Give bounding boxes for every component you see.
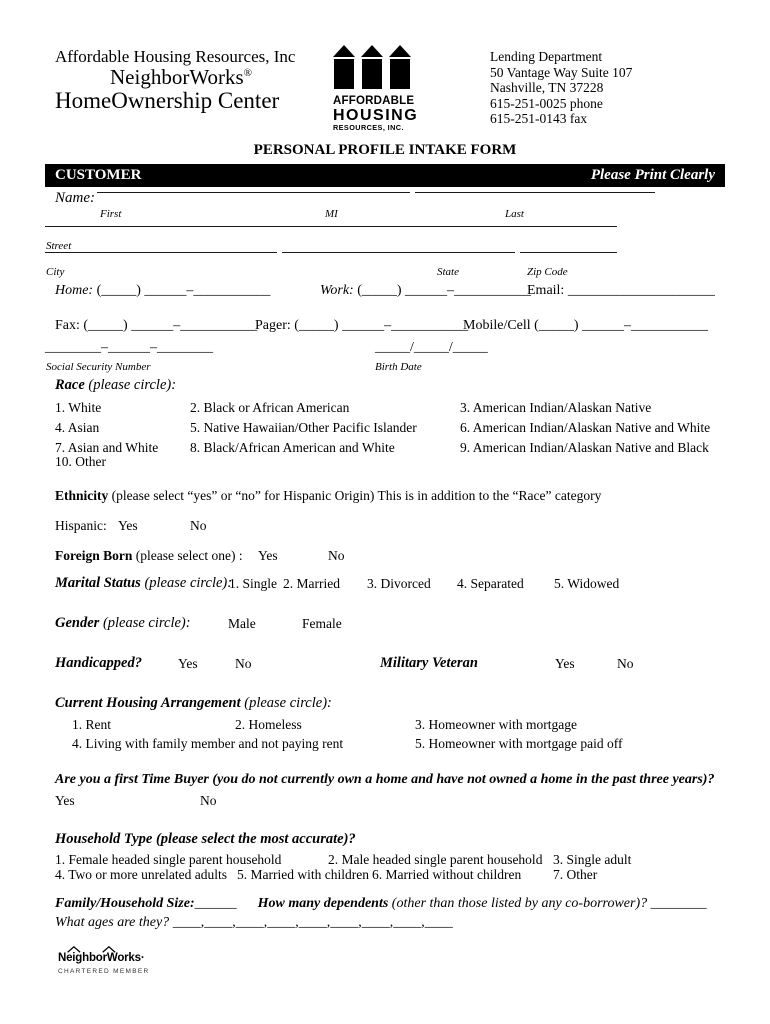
foreign-born-no-option[interactable]: No	[328, 548, 345, 563]
race-option-6[interactable]: 6. American Indian/Alaskan Native and White	[460, 420, 711, 435]
neighborworks-chartered-logo	[58, 946, 149, 975]
state-field[interactable]	[282, 252, 515, 253]
name-sub-first: First	[100, 208, 122, 220]
name-sub-mi: MI	[325, 208, 338, 220]
family-size-label: Family/Household Size:	[55, 896, 195, 911]
family-size-field[interactable]: ______	[194, 896, 237, 911]
org-brand: NeighborWorks®	[110, 65, 252, 90]
race-option-5[interactable]: 5. Native Hawaiian/Other Pacific Islander	[190, 420, 417, 435]
housing-option-mortgage[interactable]: 3. Homeowner with mortgage	[415, 717, 577, 732]
gender-heading: Gender	[55, 615, 100, 631]
organization-block	[55, 48, 307, 114]
foreign-born-heading: Foreign Born	[55, 548, 133, 563]
household-option-3[interactable]: 3. Single adult	[553, 852, 632, 867]
gender-male-option[interactable]: Male	[228, 616, 256, 631]
household-option-2[interactable]: 2. Male headed single parent household	[328, 852, 543, 867]
dependents-label: How many dependents	[257, 896, 389, 911]
city-field[interactable]	[45, 252, 277, 253]
handicapped-no-option[interactable]: No	[235, 656, 252, 671]
household-type-heading: Household Type (please select the most accurate)?	[55, 831, 356, 847]
housing-option-homeless[interactable]: 2. Homeless	[235, 717, 302, 732]
street-field[interactable]	[45, 226, 617, 227]
marital-option-married[interactable]: 2. Married	[283, 576, 340, 591]
household-option-1[interactable]: 1. Female headed single parent household	[55, 852, 282, 867]
dependents-note: (other than those listed by any co-borrower)?	[391, 896, 648, 911]
marital-note: (please circle):	[144, 575, 233, 591]
first-time-buyer-question: Are you a first Time Buyer (you do not currently own a home and have not owned a home in the past three years)?	[55, 772, 715, 787]
housing-note: (please circle):	[244, 695, 332, 711]
birth-date-field[interactable]: _____/_____/_____	[375, 340, 488, 355]
race-option-8[interactable]: 8. Black/African American and White	[190, 440, 395, 455]
race-note: (please circle):	[88, 377, 177, 393]
housing-option-rent[interactable]: 1. Rent	[72, 717, 111, 732]
military-no-option[interactable]: No	[617, 656, 634, 671]
foreign-born-note: (please select one) :	[135, 548, 243, 563]
first-time-buyer-no-option[interactable]: No	[200, 793, 217, 808]
footer-brand-mark: ·	[140, 952, 145, 964]
gender-female-option[interactable]: Female	[302, 616, 342, 631]
home-phone-label: Home:	[55, 283, 94, 298]
name-first-field[interactable]	[97, 192, 410, 193]
marital-option-single[interactable]: 1. Single	[229, 576, 278, 591]
email-field[interactable]: _____________________	[567, 283, 715, 298]
ssn-sub: Social Security Number	[46, 361, 151, 373]
home-phone-field[interactable]: (_____) ______–___________	[96, 283, 271, 298]
ages-label: What ages are they?	[55, 915, 170, 930]
dependents-field[interactable]: ________	[650, 896, 707, 911]
first-time-buyer-yes-option[interactable]: Yes	[55, 793, 75, 808]
print-clearly-note: Please Print Clearly	[590, 167, 715, 183]
race-option-9[interactable]: 9. American Indian/Alaskan Native and Black	[460, 440, 709, 455]
military-yes-option[interactable]: Yes	[555, 656, 575, 671]
foreign-born-yes-option[interactable]: Yes	[258, 548, 278, 563]
race-heading: Race	[55, 377, 85, 393]
city-sub: City	[46, 266, 65, 278]
chartered-member-label: CHARTERED MEMBER	[58, 968, 150, 975]
name-last-field[interactable]	[415, 192, 655, 193]
military-veteran-heading: Military Veteran	[380, 655, 478, 671]
hispanic-label: Hispanic:	[55, 518, 107, 533]
contact-block	[490, 49, 632, 127]
org-center-name: HomeOwnership Center	[55, 88, 280, 114]
street-sub: Street	[46, 240, 72, 252]
ages-field[interactable]: ____,____,____,____,____,____,____,____,____	[172, 915, 453, 930]
contact-address: 50 Vantage Way Suite 107	[490, 64, 633, 80]
logo-text-affordable: AFFORDABLE	[333, 95, 415, 107]
ethnicity-note: (please select “yes” or “no” for Hispanic Origin) This is in addition to the “Race” category	[111, 488, 602, 503]
ethnicity-heading: Ethnicity	[55, 488, 109, 503]
org-name: Affordable Housing Resources, Inc	[55, 47, 296, 66]
fax-field[interactable]: (_____) ______–___________	[83, 318, 258, 333]
gender-note: (please circle):	[102, 615, 191, 631]
household-option-6[interactable]: 6. Married without children	[372, 867, 522, 882]
birth-date-sub: Birth Date	[375, 361, 422, 373]
pager-label: Pager:	[255, 318, 291, 333]
work-phone-label: Work:	[320, 283, 354, 298]
contact-department: Lending Department	[490, 49, 603, 64]
hispanic-no-option[interactable]: No	[190, 518, 207, 533]
race-option-7[interactable]: 7. Asian and White	[55, 440, 159, 455]
email-label: Email:	[527, 283, 565, 298]
name-label: Name:	[55, 190, 95, 206]
mobile-field[interactable]: (_____) ______–___________	[534, 318, 708, 333]
race-option-10[interactable]: 10. Other	[55, 454, 106, 469]
customer-section-bar	[45, 164, 725, 187]
mobile-label: Mobile/Cell	[463, 318, 531, 333]
marital-option-separated[interactable]: 4. Separated	[457, 576, 524, 591]
fax-label: Fax:	[55, 318, 80, 333]
pager-field[interactable]: (_____) ______–___________	[294, 318, 469, 333]
handicapped-heading: Handicapped?	[55, 655, 142, 671]
race-option-4[interactable]: 4. Asian	[55, 420, 100, 435]
housing-option-paid-off[interactable]: 5. Homeowner with mortgage paid off	[415, 736, 623, 751]
household-option-7[interactable]: 7. Other	[553, 867, 598, 882]
contact-fax: 615-251-0143 fax	[490, 111, 588, 127]
customer-bar-label: CUSTOMER	[55, 167, 142, 183]
name-sub-last: Last	[505, 208, 524, 220]
marital-option-widowed[interactable]: 5. Widowed	[554, 576, 620, 591]
logo-text-resources: RESOURCES, INC.	[333, 122, 404, 132]
footer-brand-name: NeighborWorks	[58, 952, 141, 964]
zip-field[interactable]	[520, 252, 617, 253]
form-title: PERSONAL PROFILE INTAKE FORM	[253, 142, 517, 158]
registered-mark: ®	[243, 67, 252, 80]
marital-heading: Marital Status	[55, 575, 141, 591]
race-option-1[interactable]: 1. White	[55, 400, 102, 415]
contact-phone: 615-251-0025 phone	[490, 95, 603, 111]
handicapped-yes-option[interactable]: Yes	[178, 656, 198, 671]
three-houses-icon	[333, 44, 413, 90]
zip-sub: Zip Code	[527, 266, 568, 278]
marital-option-divorced[interactable]: 3. Divorced	[367, 576, 431, 591]
household-option-4[interactable]: 4. Two or more unrelated adults	[55, 867, 228, 882]
state-sub: State	[437, 266, 459, 278]
affordable-housing-logo	[333, 44, 419, 132]
race-option-2[interactable]: 2. Black or African American	[190, 400, 350, 415]
housing-option-family[interactable]: 4. Living with family member and not paying rent	[72, 736, 344, 751]
logo-text-housing: HOUSING	[333, 106, 419, 124]
race-option-3[interactable]: 3. American Indian/Alaskan Native	[460, 400, 652, 415]
work-phone-field[interactable]: (_____) ______–___________	[357, 283, 532, 298]
ssn-field[interactable]: ________–______–________	[45, 340, 213, 355]
hispanic-yes-option[interactable]: Yes	[118, 518, 138, 533]
contact-city: Nashville, TN 37228	[490, 80, 604, 96]
household-option-5[interactable]: 5. Married with children	[237, 867, 369, 882]
housing-heading: Current Housing Arrangement	[55, 695, 241, 711]
